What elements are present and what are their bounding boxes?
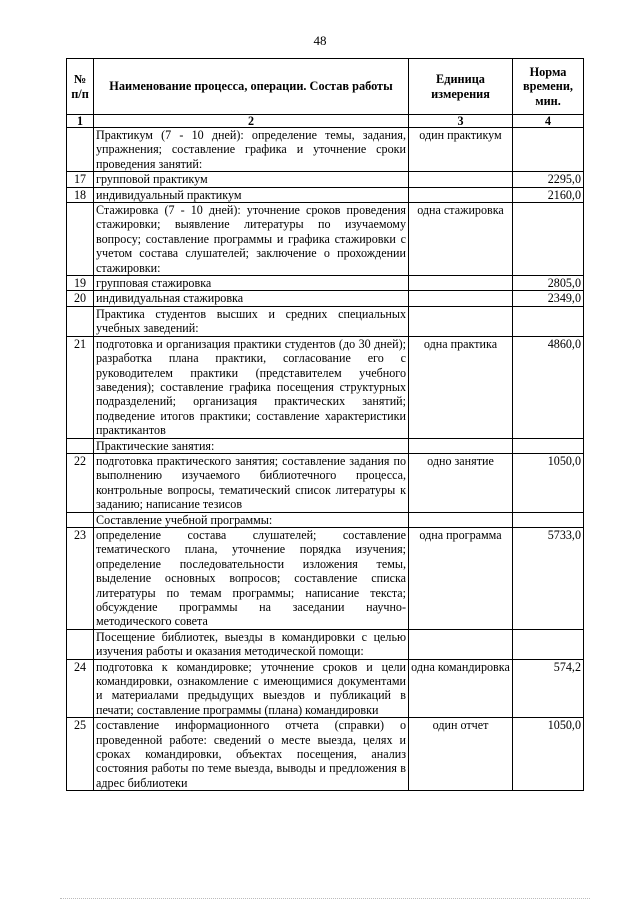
row-norm-cell: 2349,0 bbox=[513, 291, 584, 306]
table-row bbox=[67, 128, 584, 172]
row-description-cell: Составление учебной программы: bbox=[94, 512, 409, 527]
header-unit: Единица измерения bbox=[409, 59, 513, 115]
row-unit-cell: один отчет bbox=[409, 718, 513, 791]
row-norm-cell: 2295,0 bbox=[513, 172, 584, 187]
row-norm-cell: 2160,0 bbox=[513, 187, 584, 202]
row-unit-cell bbox=[409, 306, 513, 336]
row-description-cell: индивидуальный практикум bbox=[94, 187, 409, 202]
table-row bbox=[67, 306, 584, 336]
column-index-row bbox=[67, 115, 584, 128]
header-num: № п/п bbox=[67, 59, 94, 115]
table-row bbox=[67, 336, 584, 438]
row-description-cell: Практика студентов высших и средних специальных учебных заведений: bbox=[94, 306, 409, 336]
row-description-cell: Стажировка (7 - 10 дней): уточнение сроков проведения стажировки; выявление литературы по изучаемому вопросу; составление программы и графика стажировки с учетом состава слушателей; заключение о прохождении стажировки: bbox=[94, 203, 409, 276]
row-unit-cell bbox=[409, 187, 513, 202]
table-row bbox=[67, 718, 584, 791]
row-unit-cell bbox=[409, 629, 513, 659]
row-norm-cell bbox=[513, 306, 584, 336]
row-description-cell: Практические занятия: bbox=[94, 438, 409, 453]
row-unit-cell: одна командировка bbox=[409, 659, 513, 718]
row-description-cell: Посещение библиотек, выезды в командировки с целью изучения работы и оказания методической помощи: bbox=[94, 629, 409, 659]
time-norms-table bbox=[66, 58, 584, 791]
row-number-cell: 19 bbox=[67, 276, 94, 291]
table-row bbox=[67, 438, 584, 453]
scan-edge-line bbox=[60, 898, 590, 899]
row-unit-cell: одна стажировка bbox=[409, 203, 513, 276]
column-index: 2 bbox=[94, 115, 409, 128]
row-number-cell: 21 bbox=[67, 336, 94, 438]
row-unit-cell bbox=[409, 291, 513, 306]
row-description-cell: групповой практикум bbox=[94, 172, 409, 187]
table-row bbox=[67, 172, 584, 187]
row-description-cell: составление информационного отчета (справки) о проведенной работе: сведений о месте выезда, целях и сроках командировки, объектах посещения, анализ состояния работы по теме выезда, выводы и предложения в адрес библиотеки bbox=[94, 718, 409, 791]
row-number-cell: 18 bbox=[67, 187, 94, 202]
table-row bbox=[67, 291, 584, 306]
row-number-cell: 23 bbox=[67, 527, 94, 629]
row-norm-cell: 1050,0 bbox=[513, 453, 584, 512]
row-norm-cell: 2805,0 bbox=[513, 276, 584, 291]
table-row bbox=[67, 453, 584, 512]
row-norm-cell bbox=[513, 128, 584, 172]
row-unit-cell bbox=[409, 172, 513, 187]
row-norm-cell bbox=[513, 438, 584, 453]
table-row bbox=[67, 659, 584, 718]
column-index: 1 bbox=[67, 115, 94, 128]
row-norm-cell: 574,2 bbox=[513, 659, 584, 718]
row-norm-cell: 5733,0 bbox=[513, 527, 584, 629]
row-norm-cell: 4860,0 bbox=[513, 336, 584, 438]
row-number-cell: 22 bbox=[67, 453, 94, 512]
table-row bbox=[67, 629, 584, 659]
header-name: Наименование процесса, операции. Состав работы bbox=[94, 59, 409, 115]
row-number-cell bbox=[67, 306, 94, 336]
row-number-cell: 25 bbox=[67, 718, 94, 791]
row-number-cell bbox=[67, 128, 94, 172]
row-description-cell: подготовка и организация практики студентов (до 30 дней); разработка плана практики, согласование его с руководителем практики (представителем учебного заведения); составление графика посещения структурных подразделений; организация практических занятий; подведение итогов практики; составление характеристики практикантов bbox=[94, 336, 409, 438]
column-index: 3 bbox=[409, 115, 513, 128]
row-unit-cell bbox=[409, 276, 513, 291]
table-row bbox=[67, 512, 584, 527]
table-row bbox=[67, 276, 584, 291]
row-number-cell bbox=[67, 629, 94, 659]
row-number-cell bbox=[67, 438, 94, 453]
table-header-row bbox=[67, 59, 584, 115]
row-number-cell: 17 bbox=[67, 172, 94, 187]
row-description-cell: подготовка к командировке; уточнение сроков и цели командировки, ознакомление с имеющимися документами и материалами предыдущих выездов и публикаций в печати; составление программы (плана) командировки bbox=[94, 659, 409, 718]
row-norm-cell bbox=[513, 629, 584, 659]
row-number-cell: 24 bbox=[67, 659, 94, 718]
row-unit-cell bbox=[409, 438, 513, 453]
row-description-cell: групповая стажировка bbox=[94, 276, 409, 291]
row-description-cell: Практикум (7 - 10 дней): определение темы, задания, упражнения; составление графика и уточнение сроки проведения занятий: bbox=[94, 128, 409, 172]
row-number-cell bbox=[67, 512, 94, 527]
row-norm-cell: 1050,0 bbox=[513, 718, 584, 791]
row-unit-cell: одна программа bbox=[409, 527, 513, 629]
row-description-cell: определение состава слушателей; составление тематического плана, уточнение порядка изучения; определение последовательности изложения темы, выделение основных вопросов; составление списка литературы по темам программы; написание текста; обсуждение программы на заседании научно-методического совета bbox=[94, 527, 409, 629]
page-number: 48 bbox=[313, 33, 327, 48]
row-unit-cell bbox=[409, 512, 513, 527]
row-number-cell bbox=[67, 203, 94, 276]
header-norm: Норма времени, мин. bbox=[513, 59, 584, 115]
row-description-cell: подготовка практического занятия; составление задания по выполнению изучаемого библиотечного процесса, контрольные вопросы, тематический список литературы к заданию; написание тезисов bbox=[94, 453, 409, 512]
row-norm-cell bbox=[513, 203, 584, 276]
row-unit-cell: одно занятие bbox=[409, 453, 513, 512]
table-row bbox=[67, 527, 584, 629]
row-number-cell: 20 bbox=[67, 291, 94, 306]
row-norm-cell bbox=[513, 512, 584, 527]
row-unit-cell: одна практика bbox=[409, 336, 513, 438]
table-row bbox=[67, 203, 584, 276]
row-unit-cell: один практикум bbox=[409, 128, 513, 172]
table-row bbox=[67, 187, 584, 202]
row-description-cell: индивидуальная стажировка bbox=[94, 291, 409, 306]
column-index: 4 bbox=[513, 115, 584, 128]
